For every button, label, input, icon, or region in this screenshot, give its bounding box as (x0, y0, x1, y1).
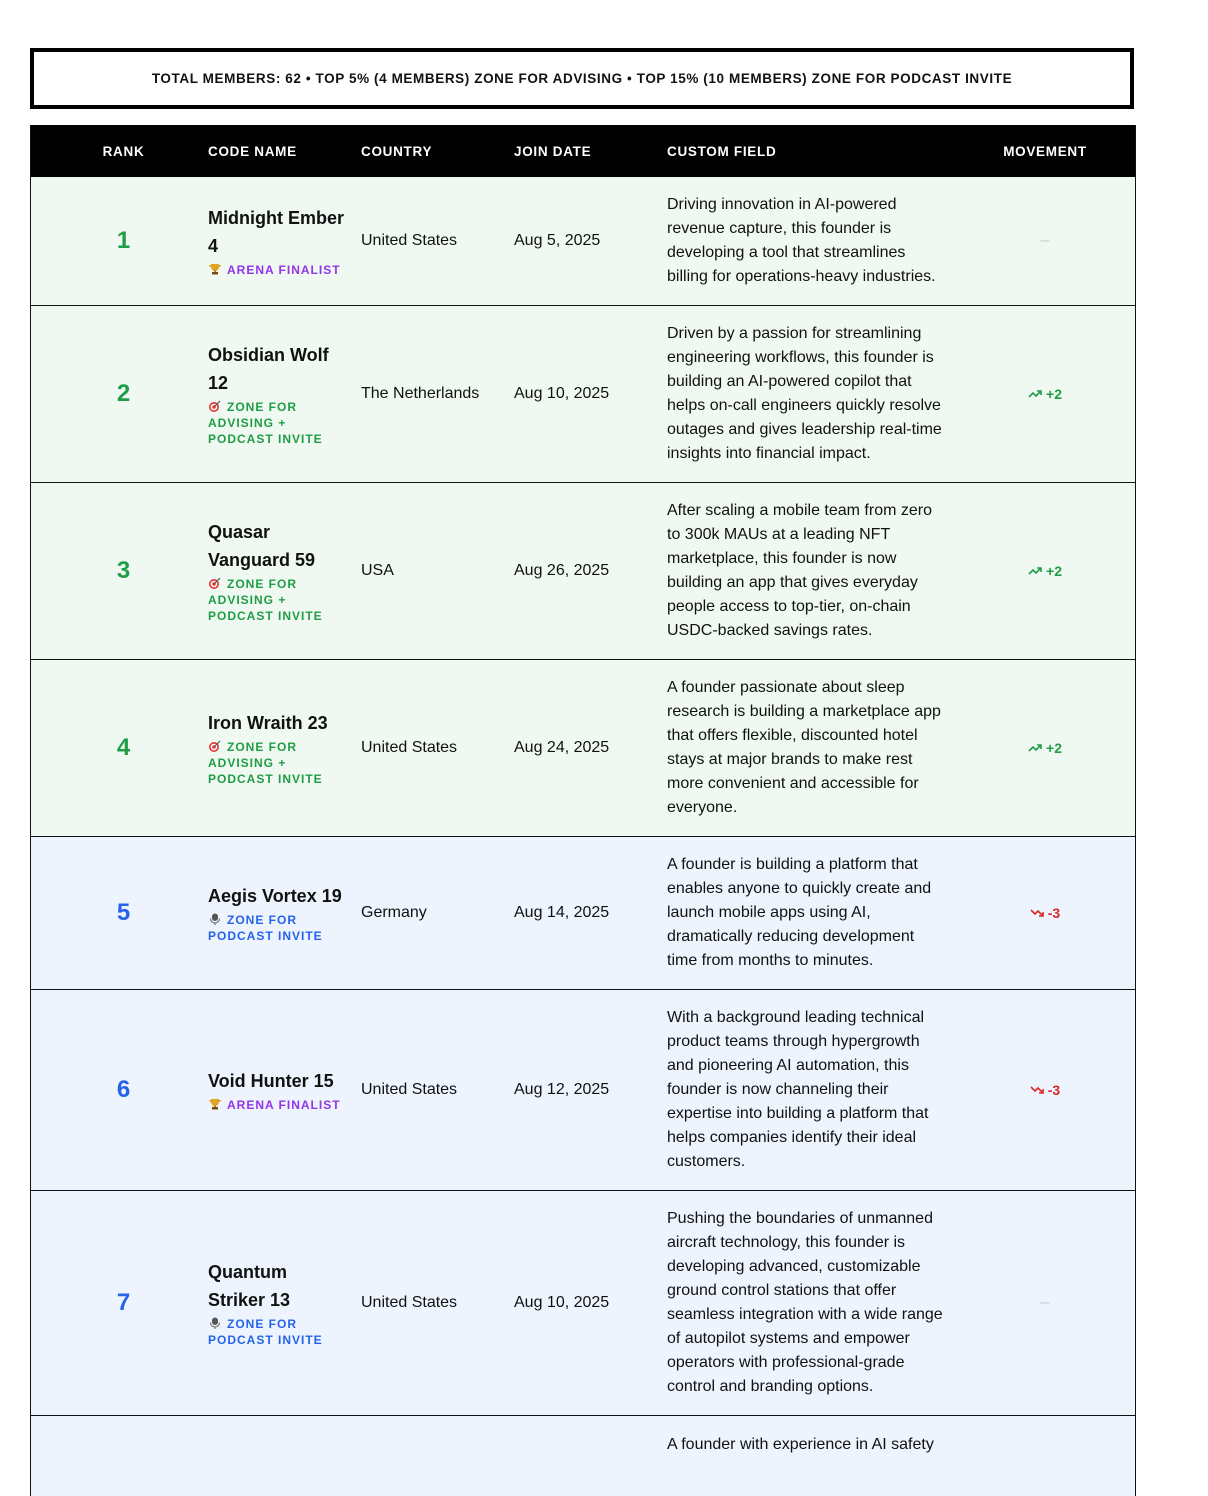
movement-indicator: +2 (959, 740, 1131, 756)
table-row[interactable] (31, 1416, 1135, 1496)
target-icon (208, 400, 222, 412)
table-row[interactable] (31, 177, 1135, 306)
status-badge: ZONE FOR ADVISING + PODCAST INVITE (208, 400, 323, 446)
code-name: Quantum Striker 13 (208, 1262, 291, 1310)
country-value: United States (361, 232, 458, 249)
target-icon (208, 577, 222, 589)
custom-field-text: With a background leading technical product teams through hypergrowth and pioneering AI automation, this founder is now channeling their expertise into building a platform that helps companies identify their ideal customers. (667, 1009, 929, 1170)
code-name: Obsidian Wolf 12 (208, 345, 329, 393)
movement-indicator: – (1040, 232, 1050, 249)
leaderboard-table (30, 125, 1136, 1496)
country-value: United States (361, 1294, 458, 1311)
table-row[interactable] (31, 483, 1135, 660)
status-badge: ARENA FINALIST (208, 262, 346, 278)
status-badge: ZONE FOR PODCAST INVITE (208, 913, 323, 943)
country-value: United States (361, 1081, 458, 1098)
trophy-icon (208, 263, 222, 275)
microphone-icon (208, 1317, 222, 1329)
status-badge: ZONE FOR ADVISING + PODCAST INVITE (208, 740, 323, 786)
column-header-custom-field[interactable]: CUSTOM FIELD (667, 143, 777, 159)
column-header-movement[interactable]: MOVEMENT (1003, 143, 1087, 159)
country-value: United States (361, 739, 458, 756)
country-value: USA (361, 562, 394, 579)
rank-number: 3 (116, 557, 131, 584)
table-row[interactable] (31, 1191, 1135, 1416)
table-row[interactable] (31, 306, 1135, 483)
rank-number: 5 (116, 899, 131, 926)
custom-field-text: Driven by a passion for streamlining engineering workflows, this founder is building an AI-powered copilot that helps on-call engineers quickly resolve outages and gives leadership real-time insights into financial impact. (667, 325, 942, 462)
join-date-value: Aug 14, 2025 (514, 904, 610, 921)
rank-number: 6 (116, 1076, 131, 1103)
movement-indicator: +2 (959, 563, 1131, 579)
table-header (31, 125, 1135, 177)
table-row[interactable] (31, 990, 1135, 1191)
movement-indicator: – (1040, 1294, 1050, 1311)
trophy-icon (208, 1098, 222, 1110)
rank-number: 4 (116, 734, 131, 761)
join-date-value: Aug 24, 2025 (514, 739, 610, 756)
custom-field-text: Pushing the boundaries of unmanned aircraft technology, this founder is developing advanced, customizable ground control stations that offer seamless integration with a wide range of autopilot systems and empower operators with professional-grade control and branding options. (667, 1210, 943, 1395)
rank-number: 2 (116, 380, 131, 407)
column-header-join-date[interactable]: JOIN DATE (514, 143, 592, 159)
custom-field-text: After scaling a mobile team from zero to 300k MAUs at a leading NFT marketplace, this founder is now building an app that gives everyday people access to top-tier, on-chain USDC-backed savings rates. (667, 502, 932, 639)
members-summary-banner (30, 48, 1134, 109)
join-date-value: Aug 5, 2025 (514, 232, 601, 249)
join-date-value: Aug 10, 2025 (514, 385, 610, 402)
movement-indicator: -3 (959, 905, 1131, 921)
table-row[interactable] (31, 837, 1135, 990)
table-row[interactable] (31, 660, 1135, 837)
country-value: Germany (361, 904, 427, 921)
custom-field-text: Driving innovation in AI-powered revenue capture, this founder is developing a tool that streamlines billing for operations-heavy industries. (667, 196, 936, 285)
column-header-country[interactable]: COUNTRY (361, 143, 433, 159)
movement-indicator: +2 (959, 386, 1131, 402)
movement-indicator: -3 (959, 1082, 1131, 1098)
join-date-value: Aug 26, 2025 (514, 562, 610, 579)
microphone-icon (208, 913, 222, 925)
status-badge: ARENA FINALIST (208, 1097, 346, 1113)
code-name: Midnight Ember 4 (208, 208, 344, 256)
custom-field-text: A founder is building a platform that enables anyone to quickly create and launch mobile apps using AI, dramatically reducing development time from months to minutes. (667, 856, 932, 969)
custom-field-text: A founder passionate about sleep research is building a marketplace app that offers flexible, discounted hotel stays at major brands to make rest more convenient and accessible for everyone. (667, 679, 941, 816)
code-name: Aegis Vortex 19 (208, 886, 342, 906)
code-name: Quasar Vanguard 59 (208, 522, 316, 570)
join-date-value: Aug 12, 2025 (514, 1081, 610, 1098)
country-value: The Netherlands (361, 385, 480, 402)
summary-text: TOTAL MEMBERS: 62 • TOP 5% (4 MEMBERS) ZONE FOR ADVISING • TOP 15% (10 MEMBERS) ZONE FOR PODCAST INVITE (151, 71, 1013, 86)
column-header-code-name[interactable]: CODE NAME (208, 143, 297, 159)
column-header-rank[interactable]: RANK (102, 143, 145, 159)
custom-field-text: A founder with experience in AI safety (667, 1436, 934, 1453)
rank-number: 1 (116, 227, 131, 254)
rank-number: 7 (116, 1289, 131, 1316)
trending-up-icon (1028, 389, 1042, 399)
code-name: Void Hunter 15 (208, 1071, 334, 1091)
target-icon (208, 740, 222, 752)
trending-up-icon (1028, 743, 1042, 753)
join-date-value: Aug 10, 2025 (514, 1294, 610, 1311)
status-badge: ZONE FOR ADVISING + PODCAST INVITE (208, 577, 323, 623)
trending-up-icon (1028, 566, 1042, 576)
status-badge: ZONE FOR PODCAST INVITE (208, 1317, 323, 1347)
trending-down-icon (1030, 908, 1044, 918)
trending-down-icon (1030, 1085, 1044, 1095)
code-name: Iron Wraith 23 (208, 713, 328, 733)
